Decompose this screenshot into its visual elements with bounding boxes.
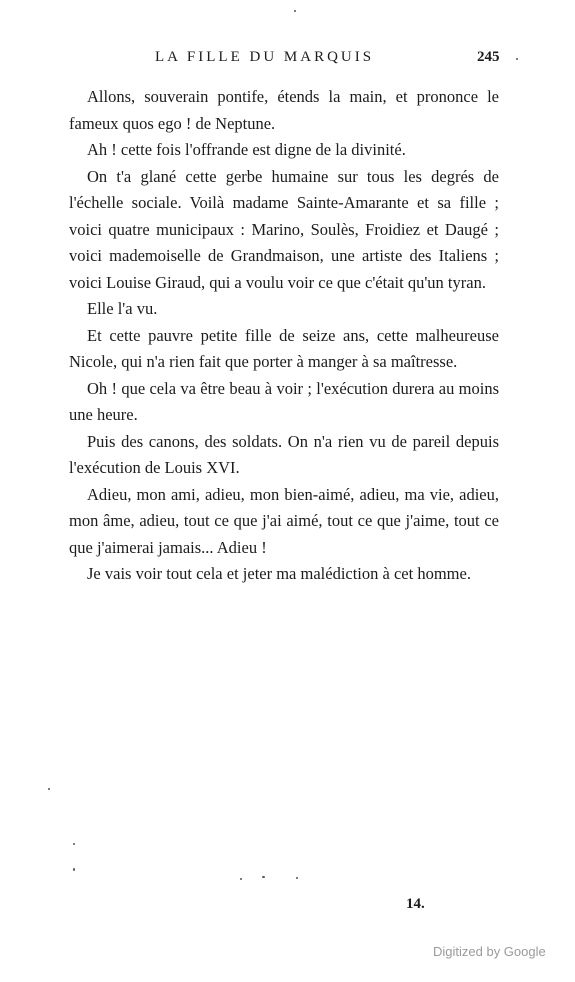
paragraph: Je vais voir tout cela et jeter ma malédiction à cet homme.: [87, 564, 471, 583]
running-title: LA FILLE DU MARQUIS: [155, 49, 375, 65]
scan-speck: [296, 877, 298, 879]
scan-speck: [240, 878, 242, 880]
page-number: 245: [477, 49, 500, 65]
paragraph: Ah ! cette fois l'offrande est digne de la divinité.: [87, 140, 406, 159]
paragraph: Puis des canons, des soldats. On n'a rien vu de pareil depuis l'exécution de Louis XVI.: [69, 431, 499, 477]
page-header: [155, 49, 505, 71]
paragraph: Adieu, mon ami, adieu, mon bien-aimé, adieu, ma vie, adieu, mon âme, adieu, tout ce que j'ai aimé, tout ce que j'aime, tout ce que j'aimerai jamais... Adieu !: [69, 484, 499, 557]
paragraph: Et cette pauvre petite fille de seize ans, cette malheureuse Nicole, qui n'a rien fait que porter à manger à sa maîtresse.: [69, 325, 499, 371]
signature-mark: 14.: [406, 896, 425, 912]
digitization-watermark: Digitized by Google: [433, 944, 546, 959]
scan-speck: [294, 10, 296, 12]
paragraph: Elle l'a vu.: [87, 299, 158, 318]
scan-speck: [516, 58, 518, 60]
scan-speck: [73, 843, 75, 845]
paragraph: On t'a glané cette gerbe humaine sur tous les degrés de l'échelle sociale. Voilà madame Sainte-Amarante et sa fille ; voici quatre municipaux : Marino, Soulès, Froidiez et Daugé ; voici mademoiselle de Grandmaison, une artiste des Italiens ; voici Louise Giraud, qui a voulu voir ce que c'était qu'un tyran.: [69, 166, 499, 292]
paragraph: Oh ! que cela va être beau à voir ; l'exécution durera au moins une heure.: [69, 378, 499, 424]
scan-speck: [48, 788, 50, 790]
scan-speck: [262, 876, 265, 878]
body-text: [69, 84, 499, 588]
paragraph: Allons, souverain pontife, étends la main, et prononce le fameux quos ego ! de Neptune.: [69, 87, 499, 133]
scan-speck: [73, 868, 75, 871]
